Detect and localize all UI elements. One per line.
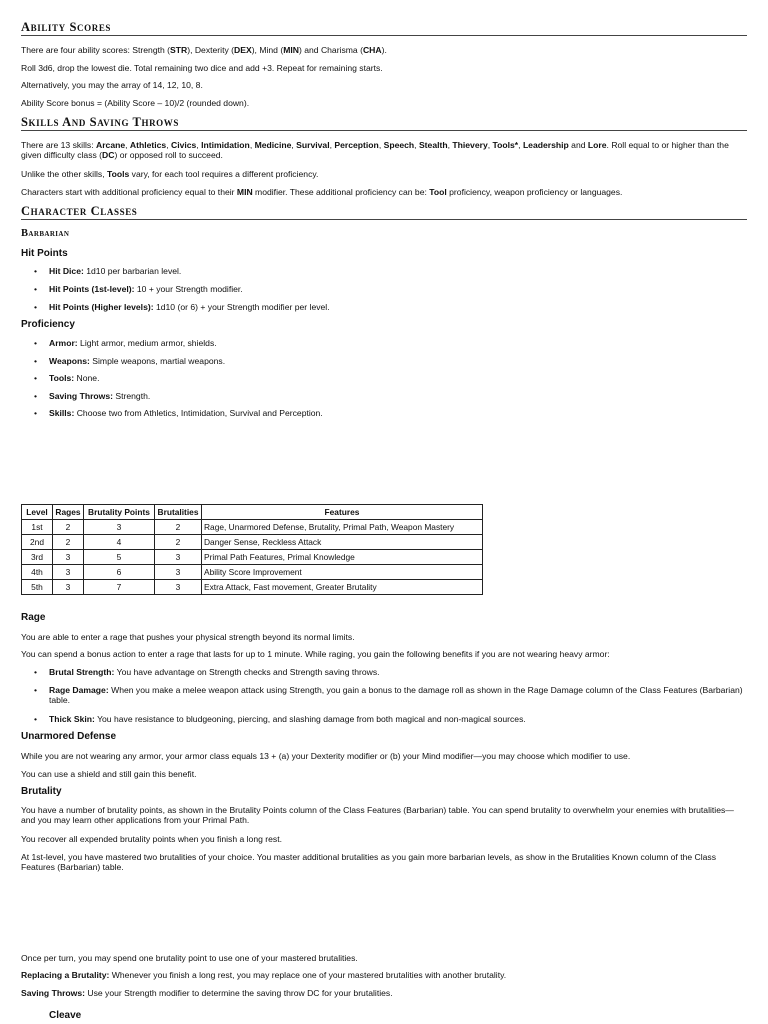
- table-row: [22, 580, 483, 595]
- skills-heading: Skills And Saving Throws: [21, 115, 747, 131]
- brutality-paragraph-2: You recover all expended brutality points when you finish a long rest.: [21, 834, 282, 844]
- ability-scores-paragraph-4: Ability Score bonus = (Ability Score – 10)/2 (rounded down).: [21, 98, 250, 108]
- bullet-icon: •: [34, 266, 38, 276]
- table-cell: 3: [155, 565, 202, 580]
- table-cell: 2: [155, 535, 202, 550]
- table-cell: 2: [155, 520, 202, 535]
- brutality-paragraph-6: Saving Throws: Use your Strength modifier to determine the saving throw DC for your brutalities.: [21, 988, 393, 998]
- table-cell: 3rd: [22, 550, 53, 565]
- ability-scores-heading: Ability Scores: [21, 20, 747, 36]
- skills-paragraph-3: Characters start with additional proficiency equal to their MIN modifier. These additional proficiency can be: Tool proficiency, weapon proficiency or languages.: [21, 187, 623, 197]
- brutality-paragraph-3: At 1st-level, you have mastered two brutalities of your choice. You master additional brutalities as you gain more barbarian levels, as show in the Brutalities Known column of the Class Features (Barbarian) table.: [21, 852, 717, 872]
- cleave-heading: Cleave: [49, 1010, 82, 1021]
- hit-points-heading: Hit Points: [21, 248, 68, 259]
- skills-paragraph-2: Unlike the other skills, Tools vary, for each tool requires a different proficiency.: [21, 169, 319, 179]
- ability-scores-paragraph-1: There are four ability scores: Strength (STR), Dexterity (DEX), Mind (MIN) and Charisma (CHA).: [21, 45, 387, 55]
- bullet-icon: •: [34, 667, 38, 677]
- brutality-paragraph-1: You have a number of brutality points, as shown in the Brutality Points column of the Class Features (Barbarian) table. You can spend brutality to overwhelm your enemies with brutalities—and you may learn other applications from your Primal Path.: [21, 805, 734, 825]
- rage-paragraph-2: You can spend a bonus action to enter a rage that lasts for up to 1 minute. While raging, you gain the following benefits if you are not wearing heavy armor:: [21, 649, 610, 659]
- brutality-paragraph-5: Replacing a Brutality: Whenever you finish a long rest, you may replace one of your mastered brutalities with another brutality.: [21, 970, 507, 980]
- barbarian-heading: Barbarian: [21, 228, 70, 239]
- table-row: [22, 565, 483, 580]
- table-cell: 3: [53, 565, 84, 580]
- table-cell: 3: [53, 550, 84, 565]
- column-header: Brutality Points: [84, 505, 155, 520]
- brutality-heading: Brutality: [21, 786, 62, 797]
- bullet-icon: •: [34, 302, 38, 312]
- brutality-paragraph-4: Once per turn, you may spend one brutality point to use one of your mastered brutalities.: [21, 953, 358, 963]
- bullet-icon: •: [34, 356, 38, 366]
- table-cell: Primal Path Features, Primal Knowledge: [202, 550, 483, 565]
- unarmored-defense-paragraph-2: You can use a shield and still gain this benefit.: [21, 769, 197, 779]
- table-cell: 5th: [22, 580, 53, 595]
- bullet-icon: •: [34, 284, 38, 294]
- bullet-icon: •: [34, 338, 38, 348]
- table-cell: 3: [84, 520, 155, 535]
- ability-scores-paragraph-3: Alternatively, you may the array of 14, 12, 10, 8.: [21, 80, 203, 90]
- rage-paragraph-1: You are able to enter a rage that pushes your physical strength beyond its normal limits.: [21, 632, 355, 642]
- column-header: Brutalities: [155, 505, 202, 520]
- table-cell: 7: [84, 580, 155, 595]
- bullet-icon: •: [34, 714, 38, 724]
- table-cell: 5: [84, 550, 155, 565]
- column-header: Rages: [53, 505, 84, 520]
- bullet-icon: •: [34, 373, 38, 383]
- class-features-table: [21, 504, 483, 595]
- table-cell: 2: [53, 535, 84, 550]
- table-row: [22, 550, 483, 565]
- unarmored-defense-heading: Unarmored Defense: [21, 731, 117, 742]
- bullet-icon: •: [34, 685, 38, 695]
- table-cell: Ability Score Improvement: [202, 565, 483, 580]
- table-cell: 4: [84, 535, 155, 550]
- character-classes-heading: Character Classes: [21, 204, 747, 220]
- rage-heading: Rage: [21, 612, 46, 623]
- table-row: [22, 520, 483, 535]
- bullet-icon: •: [34, 408, 38, 418]
- table-cell: 2: [53, 520, 84, 535]
- bullet-icon: •: [34, 391, 38, 401]
- ability-scores-paragraph-2: Roll 3d6, drop the lowest die. Total remaining two dice and add +3. Repeat for remaining starts.: [21, 63, 383, 73]
- table-cell: 3: [155, 550, 202, 565]
- column-header: Features: [202, 505, 483, 520]
- table-row: [22, 535, 483, 550]
- table-cell: Rage, Unarmored Defense, Brutality, Primal Path, Weapon Mastery: [202, 520, 483, 535]
- table-cell: 2nd: [22, 535, 53, 550]
- table-cell: Danger Sense, Reckless Attack: [202, 535, 483, 550]
- unarmored-defense-paragraph-1: While you are not wearing any armor, your armor class equals 13 + (a) your Dexterity modifier or (b) your Mind modifier—you may choose which modifier to use.: [21, 751, 631, 761]
- table-cell: Extra Attack, Fast movement, Greater Brutality: [202, 580, 483, 595]
- column-header: Level: [22, 505, 53, 520]
- table-cell: 4th: [22, 565, 53, 580]
- table-cell: 1st: [22, 520, 53, 535]
- table-cell: 6: [84, 565, 155, 580]
- skills-paragraph-1: There are 13 skills: Arcane, Athletics, Civics, Intimidation, Medicine, Survival, Perception, Speech, Stealth, Thievery, Tools*, Leadership and Lore. Roll equal to or higher than the given difficulty class (DC) or opposed roll to succeed.: [21, 140, 729, 160]
- proficiency-heading: Proficiency: [21, 319, 75, 330]
- table-cell: 3: [155, 580, 202, 595]
- table-cell: 3: [53, 580, 84, 595]
- table-header-row: [22, 505, 483, 520]
